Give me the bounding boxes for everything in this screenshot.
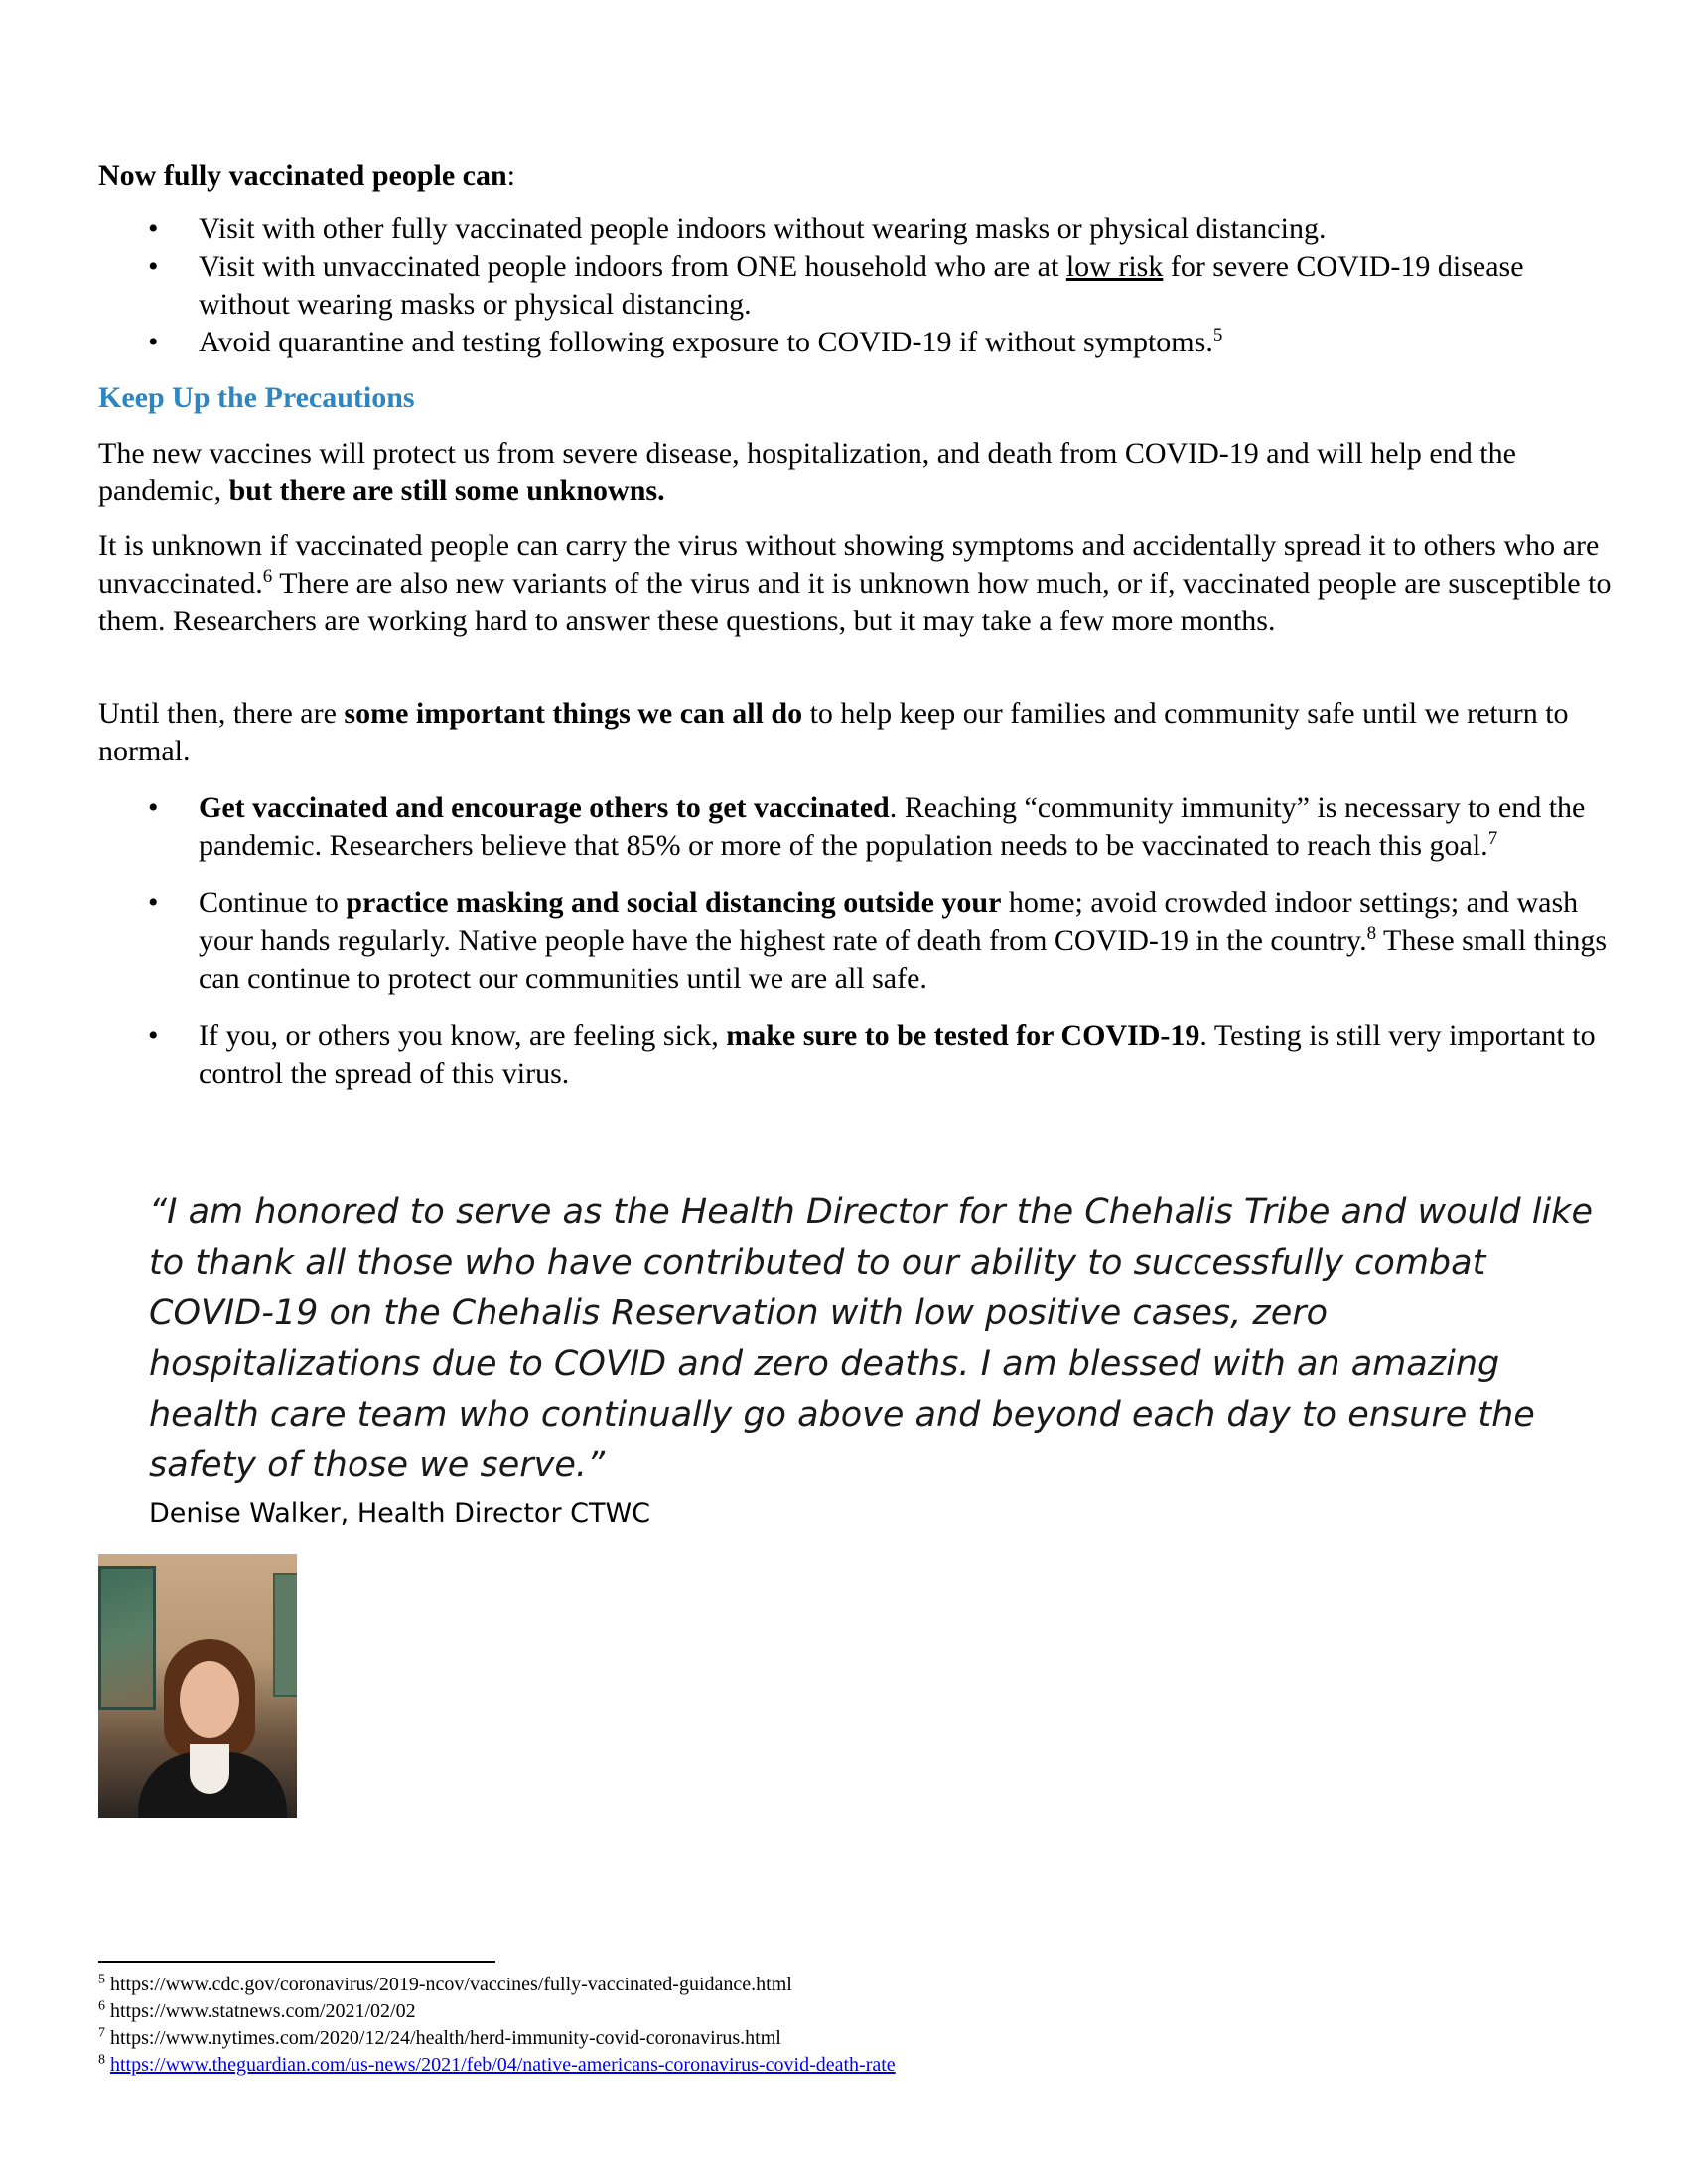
list-item-text: Continue to [199, 887, 347, 919]
footnote-divider [98, 1961, 495, 1963]
footnote [98, 1998, 1488, 2025]
list-item [98, 1018, 1608, 1093]
list-item [98, 248, 1608, 324]
section-heading: Keep Up the Precautions [98, 381, 415, 414]
underlined-text: low risk [1065, 250, 1164, 283]
photo-collar [190, 1744, 229, 1794]
list-item [98, 324, 1608, 361]
footnote-ref[interactable]: 6 [262, 566, 273, 587]
precautions-list [98, 789, 1608, 1113]
list-item-text: Visit with unvaccinated people indoors from ONE household who are at [199, 250, 1066, 283]
bullet-icon: • [148, 1020, 159, 1052]
paragraph-text: Until then, there are [98, 697, 345, 730]
footnote-ref[interactable]: 7 [1487, 828, 1498, 849]
footnote-number: 6 [98, 1998, 105, 2014]
list-item-text: These small things can continue to protect our communities until we are all safe. [199, 924, 1608, 995]
lead-colon: : [506, 159, 515, 192]
footnote-url: https://www.statnews.com/2021/02/02 [110, 2000, 416, 2022]
paragraph-bold: some important things we can all do [344, 697, 803, 730]
quote-attribution: Denise Walker, Health Director CTWC [149, 1498, 651, 1529]
lead-bold: Now fully vaccinated people can [98, 159, 507, 192]
bullet-icon: • [148, 250, 159, 283]
paragraph-text: to help keep our families and community safe until we return to normal. [98, 697, 1569, 767]
list-item-bold: practice masking and social distancing outside your [346, 887, 1002, 919]
list-item-text: Avoid quarantine and testing following exposure to COVID-19 if without symptoms. [199, 326, 1213, 358]
list-item-text: for severe COVID-19 disease without wearing masks or physical distancing. [199, 250, 1524, 321]
footnote [98, 2025, 1488, 2052]
wall-painting [273, 1573, 297, 1697]
paragraph [98, 695, 1613, 770]
director-quote: “I am honored to serve as the Health Director for the Chehalis Tribe and would like to thank all those who have contributed to our ability to successfully combat COVID-19 on the Chehalis Reservation with low positive cases, zero hospitalizations due to COVID and zero deaths. I am blessed with an amazing health care team who continually go above and beyond each day to ensure the safety of those we serve.” [149, 1192, 1593, 1485]
paragraph-text: It is unknown if vaccinated people can carry the virus without showing symptoms and accidentally spread it to others who are unvaccinated. [98, 529, 1600, 600]
paragraph-text: The new vaccines will protect us from severe disease, hospitalization, and death from COVID-19 and will help end the pandemic, [98, 437, 1516, 507]
footnote-ref[interactable]: 8 [1366, 923, 1377, 944]
paragraph [98, 527, 1613, 640]
list-item-text: . Testing is still very important to control the spread of this virus. [199, 1020, 1596, 1090]
bullet-icon: • [148, 791, 159, 824]
paragraph-bold: but there are still some unknowns. [228, 475, 665, 507]
lead-line [98, 157, 515, 195]
footnote [98, 1972, 1488, 1998]
bullet-icon: • [148, 212, 159, 245]
bullet-icon: • [148, 326, 159, 358]
paragraph-text: There are also new variants of the virus and it is unknown how much, or if, vaccinated people are susceptible to them. Researchers are working hard to answer these questions, but it may take a few more months. [98, 567, 1612, 637]
list-item-bold: make sure to be tested for COVID-19 [726, 1020, 1200, 1052]
list-item-bold: Get vaccinated and encourage others to get vaccinated [199, 791, 890, 824]
footnote-number: 7 [98, 2025, 105, 2041]
director-photo [98, 1554, 297, 1818]
footnote-url: https://www.cdc.gov/coronavirus/2019-ncov/vaccines/fully-vaccinated-guidance.html [110, 1974, 792, 1995]
bullet-icon: • [148, 887, 159, 919]
wall-painting [98, 1566, 156, 1710]
list-item [98, 885, 1608, 998]
list-item-text: . Reaching “community immunity” is necessary to end the pandemic. Researchers believe that 85% or more of the population needs to be vaccinated to reach this goal. [199, 791, 1586, 862]
footnote-number: 8 [98, 2052, 105, 2068]
list-item [98, 789, 1608, 865]
list-item-text: Visit with other fully vaccinated people indoors without wearing masks or physical distancing. [199, 212, 1327, 245]
list-item-text: If you, or others you know, are feeling sick, [199, 1020, 727, 1052]
vaccinated-can-list [98, 210, 1608, 361]
footnote [98, 2052, 1488, 2079]
photo-face [180, 1661, 239, 1738]
footnote-number: 5 [98, 1972, 105, 1987]
paragraph [98, 435, 1613, 510]
footnotes [98, 1972, 1488, 2079]
footnote-ref[interactable]: 5 [1212, 325, 1223, 345]
list-item-text: home; avoid crowded indoor settings; and wash your hands regularly. Native people have the highest rate of death from COVID-19 in the country. [199, 887, 1579, 957]
footnote-url: https://www.nytimes.com/2020/12/24/health/herd-immunity-covid-coronavirus.html [110, 2027, 781, 2049]
footnote-link[interactable]: https://www.theguardian.com/us-news/2021/feb/04/native-americans-coronavirus-covid-death-rate [110, 2054, 896, 2076]
list-item [98, 210, 1608, 248]
